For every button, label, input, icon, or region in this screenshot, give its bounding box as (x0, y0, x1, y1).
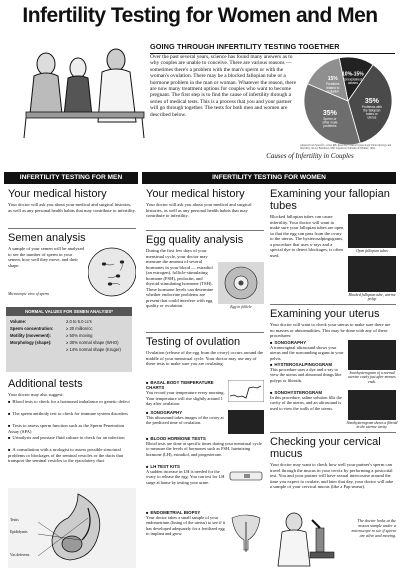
lh-test-kit-image (228, 466, 264, 486)
diagram-label-testis: Testis (10, 518, 19, 522)
pie-slice-label: ovulation (326, 89, 340, 94)
pie-slice-label: Unexplained (344, 77, 362, 82)
ovulation-test-biopsy: ■ ENDOMETRIAL BIOPSY Your doctor takes a small sample of your endometrium (lining of the uterus) to see if it has developed adequately for a fertilized egg to implant and grow. (146, 510, 226, 536)
uterus-test-hsg: ■ HYSTEROSALPINGOGRAM This procedure uses a dye and x-ray to view the uterus and abnormal things like polyps or fibroids. (270, 362, 346, 383)
additional-test-item: ■ Blood tests to check for a hormonal imbalance or genetic defect (8, 399, 136, 405)
fallopian-tubes-title: Examining your fallopian tubes (270, 188, 390, 212)
women-history-title: Your medical history (146, 188, 245, 200)
normal-values-title: NORMAL VALUES FOR SEMEN ANALYSIS* (6, 307, 132, 316)
pie-slice-label: related to (326, 85, 340, 90)
open-tubes-caption: Open fallopian tubes (356, 249, 388, 253)
ovulation-test-lh-kit: ■ LH TEST KITS A sudden increase in LH is needed for the ovary to release the egg. You can test for LH surge at home by testing your urine. (146, 464, 226, 485)
semen-analysis-title: Semen analysis (8, 232, 86, 244)
intro-body: Over the past several years, science has found many answers as to why couples are unable to conceive. There are various reasons — sometimes there's a problem with the man's sperm or with the woman's ovulation. There may be a blocked fallopian tube or a hormone problem in the man or woman. Whatever the reason, there are now many treatment options for couples who want to become pregnant. The first step is to find the cause of infertility through a series of medical tests. This is a process that you and your partner will go through together. The tests for both men and women are described below. (150, 54, 296, 118)
pie-slice-label: other male (322, 120, 338, 125)
microscope-caption: The doctor looks at the mucus sample under a microscope to see if sperm are alive and moving. (351, 518, 396, 538)
couple-consultation-illustration (6, 42, 146, 138)
cervical-mucus-title: Checking your cervical mucus (270, 436, 381, 460)
normal-uterus-caption: Sonohysterogram of a normal uterine cavity just after menses ends. (348, 371, 396, 384)
egg-quality-title: Egg quality analysis (146, 234, 244, 246)
pie-slice-label: uterus (367, 115, 377, 120)
ovary-ultrasound-image (228, 410, 264, 434)
pie-slice-value: 35% (322, 110, 337, 118)
sperm-microscope-image (88, 246, 136, 298)
fibroid-caption: Sonohysterogram shows a fibroid in the uterine cavity. (346, 421, 398, 430)
normal-row: Motility (movement): ≥ 50% moving (10, 333, 93, 338)
additional-test-item: ■ Urinalysis and prostate fluid culture to check for an infection (8, 435, 136, 441)
uterus-test-sonography: ■ SONOGRAPHY A transvaginal ultrasound shows your uterus and the surrounding organs in your pelvis. (270, 340, 346, 361)
divider (8, 228, 136, 229)
fibroid-ultrasound-image (348, 390, 396, 420)
uterus-title: Examining your uterus (270, 308, 380, 320)
microscope-doctor-illustration (272, 508, 344, 568)
additional-test-item: ■ Tests to assess sperm function such as the Sperm Penetration Assay (SPA) (8, 423, 136, 434)
fallopian-tubes-body: Blocked fallopian tubes can cause infertility. Your doctor will want to make sure your fallopian tubes are open so that the egg can pass from the ovary to the uterus. The hysterosalpingogram, a procedure that uses x-rays and a special dye to detect blockages, is often used. (270, 214, 344, 258)
egg-follicle-image (218, 262, 264, 304)
men-history-body: Your doctor will ask you about your medical and surgical histories, as well as any personal health habits that may contribute to infertility. (8, 202, 136, 213)
uterus-test-sonohysterogram: ■ SONOHYSTEROGRAM In this procedure, saline solution fills the cavity of the uterus, and an ultrasound is used to view the walls of the uterus. (270, 390, 346, 411)
women-history-body: Your doctor will ask you about your medical and surgical histories, as well as any personal health habits that may contribute to infertility. (146, 202, 252, 218)
men-history-title: Your medical history (8, 188, 107, 200)
men-section-band: INFERTILITY TESTING FOR MEN (4, 172, 138, 184)
divider (270, 432, 396, 433)
intro-heading: GOING THROUGH INFERTILITY TESTING TOGETHER (150, 42, 395, 54)
normal-values-box: NORMAL VALUES FOR SEMEN ANALYSIS* Volume: 2.0 to 5.0 cc's Sperm concentration: ≥ 20 million/cc Motility (movement): ≥ 50% moving Morphology (shape): ≥ 30% normal shape (WHO) ≥ 14% normal shape (Kruger) (6, 307, 132, 372)
temperature-chart-image (228, 380, 264, 402)
egg-image-caption: Egg in follicle (230, 305, 252, 309)
divider (146, 230, 264, 231)
pie-slice-label: the fallopian (363, 108, 381, 113)
pie-slice-value: 35% (364, 97, 379, 105)
egg-quality-body: During the first few days of your menstrual cycle, your doctor may measure the amount of several hormones in your blood — estradiol (an estrogen), follicle-stimulating hormone (FSH), prolactin, and thyroid stimulating hormone (TSH). These hormone levels can determine whether endocrine problems are present that could interfere with egg quality or ovulation. (146, 248, 214, 308)
cervical-mucus-body: Your doctor may want to check how well your partner's sperm can travel through the mucus in your cervix by performing a postcoital test. You and your partner will have sexual intercourse around the time you expect to ovulate, and later that day, your doctor will take a sample of your cervical mucus (like a Pap smear). (270, 462, 394, 489)
pie-slice-label: tubes or (366, 112, 378, 117)
ovulation-test-sonography: ■ SONOGRAPHY This ultrasound takes images of the ovary at the predicted time of ovulation. (146, 410, 226, 426)
additional-test-item: ■ A consultation with a urologist to assess possible structural problems or blockages of the seminal vesicles or the ducts that transport the seminal vesicles to the ejaculatory duct (8, 447, 136, 464)
uterus-body: Your doctor will want to check your uterus to make sure there are no masses or abnormalities. This may be done with any of these procedures: (270, 322, 391, 338)
normal-row: Sperm concentration: ≥ 20 million/cc (10, 326, 93, 331)
ovulation-test-blood: ■ BLOOD HORMONE TESTS Blood tests are done at specific times during your menstrual cycle to measure the levels of hormones such as FSH, luteinizing hormone (LH), estradiol, and progesterone. (146, 436, 264, 457)
blocked-tube-caption: Blocked fallopian tube, uterine polyp (348, 293, 396, 302)
normal-row: Volume: 2.0 to 5.0 cc's (10, 319, 92, 324)
uterus-biopsy-diagram (228, 512, 264, 552)
sperm-image-caption: Microscopic view of sperm (8, 292, 49, 296)
pie-slice-label: problems (323, 124, 337, 129)
pie-chart-title: Causes of Infertility in Couples (266, 152, 354, 160)
infertility-causes-pie-chart (300, 55, 396, 147)
divider (270, 304, 396, 305)
pie-slice-label: Sperm or (323, 117, 337, 122)
ovulation-test-bbt: ■ BASAL BODY TEMPERATURE CHARTS You record your temperature every morning. Your temperature will rise slightly around 1 day after ovulation. (146, 380, 226, 406)
pie-slice-label: Problems (325, 82, 340, 87)
page-title: Infertility Testing for Women and Men (22, 4, 378, 27)
normal-uterus-ultrasound-image (348, 340, 396, 370)
ovulation-title: Testing of ovulation (146, 336, 241, 348)
additional-tests-intro: Your doctor may also suggest: (8, 392, 64, 397)
ovulation-body: Ovulation (release of the egg from the ovary) occurs around the middle of your menstrual cycle. Your doctor may use any of these tests to make sure you are ovulating. (146, 350, 264, 366)
blocked-tube-xray-image (348, 256, 396, 292)
diagram-label-vas-deferens: Vas deferens (10, 553, 30, 557)
women-section-band: INFERTILITY TESTING FOR WOMEN (142, 172, 396, 184)
additional-tests-title: Additional tests (8, 378, 83, 390)
pie-source-note: Adapted from Speroff L, Glass RH, Kase NG. Clinical Gynecologic Endocrinology and Infertility. 5th ed. Baltimore, MD: Lippincott Williams & Wilkins; 1994. (300, 144, 392, 150)
diagram-label-epididymis: Epididymis (10, 530, 28, 534)
pie-slice-label: Problems with (361, 104, 382, 109)
semen-analysis-body: A sample of your semen will be analyzed to see the number of sperm in your semen, how well they move, and their shape. (8, 246, 84, 268)
pie-slice-label: causes (347, 80, 358, 85)
pie-slice-value: 10%-15% (342, 71, 364, 78)
additional-test-item: ■ The sperm antibody test to check for immune system disorders (8, 411, 136, 417)
pie-slice-value: 15% (327, 76, 338, 83)
divider (146, 332, 264, 333)
normal-row: Morphology (shape): ≥ 30% normal shape (WHO) (10, 340, 119, 345)
open-tubes-xray-image (348, 214, 396, 248)
